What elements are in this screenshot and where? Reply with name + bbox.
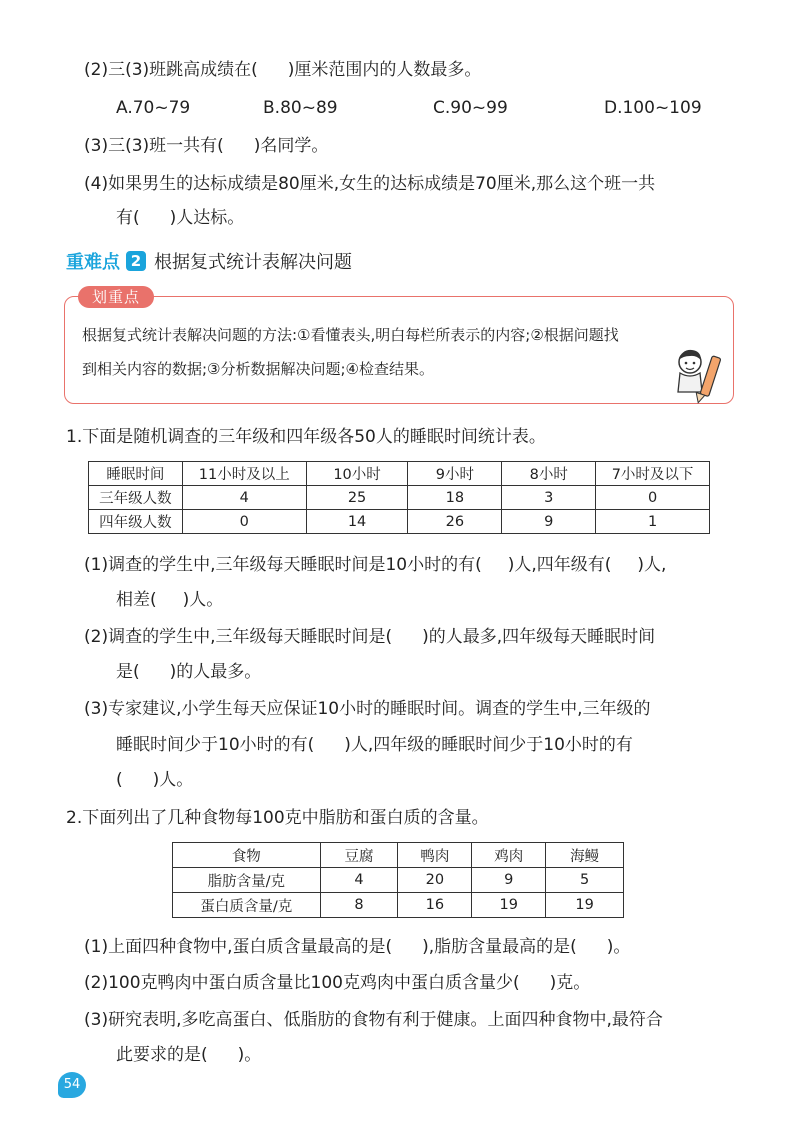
header-cell: 海鳗 xyxy=(546,843,624,868)
header-cell: 食物 xyxy=(173,843,321,868)
table-cell: 8 xyxy=(320,893,398,918)
problem2-q1: (1)上面四种食物中,蛋白质含量最高的是( ),脂肪含量最高的是( )。 xyxy=(84,937,631,957)
row-label: 三年级人数 xyxy=(89,486,183,510)
prev-q4-line2: 有( )人达标。 xyxy=(116,208,245,228)
table-cell: 25 xyxy=(306,486,408,510)
table-cell: 0 xyxy=(182,510,306,534)
header-cell: 9小时 xyxy=(408,462,502,486)
table-cell: 1 xyxy=(596,510,710,534)
problem2-q3-line2: 此要求的是( )。 xyxy=(116,1045,262,1065)
table-cell: 4 xyxy=(320,868,398,893)
prev-q3: (3)三(3)班一共有( )名同学。 xyxy=(84,136,329,156)
table-cell: 14 xyxy=(306,510,408,534)
problem2-q3-line1: (3)研究表明,多吃高蛋白、低脂肪的食物有利于健康。上面四种食物中,最符合 xyxy=(84,1010,663,1030)
table-cell: 26 xyxy=(408,510,502,534)
problem1-q2-line2: 是( )的人最多。 xyxy=(116,662,262,682)
section-number: 2 xyxy=(126,251,146,271)
problem1-q2-line1: (2)调查的学生中,三年级每天睡眠时间是( )的人最多,四年级每天睡眠时间 xyxy=(84,627,656,647)
table-cell: 16 xyxy=(398,893,472,918)
table-row xyxy=(89,486,710,510)
student-pencil-icon xyxy=(668,346,728,408)
header-cell: 8小时 xyxy=(502,462,596,486)
header-cell: 10小时 xyxy=(306,462,408,486)
keypoint-box xyxy=(64,296,734,404)
table-cell: 18 xyxy=(408,486,502,510)
table-cell: 19 xyxy=(472,893,546,918)
header-cell: 睡眠时间 xyxy=(89,462,183,486)
section-heading xyxy=(66,248,352,274)
problem1-q3-line1: (3)专家建议,小学生每天应保证10小时的睡眠时间。调查的学生中,三年级的 xyxy=(84,699,651,719)
problem1-q3-line3: ( )人。 xyxy=(116,770,194,790)
problem1-q1-line1: (1)调查的学生中,三年级每天睡眠时间是10小时的有( )人,四年级有( )人, xyxy=(84,555,667,575)
header-cell: 7小时及以下 xyxy=(596,462,710,486)
table-row xyxy=(173,893,624,918)
table-cell: 9 xyxy=(502,510,596,534)
food-nutrition-table xyxy=(172,842,624,918)
page-number: 54 xyxy=(58,1072,86,1098)
header-cell: 11小时及以上 xyxy=(182,462,306,486)
section-tag: 重难点 xyxy=(66,252,120,273)
option-c[interactable]: C.90~99 xyxy=(433,98,508,118)
header-cell: 豆腐 xyxy=(320,843,398,868)
header-cell: 鸭肉 xyxy=(398,843,472,868)
prev-q2: (2)三(3)班跳高成绩在( )厘米范围内的人数最多。 xyxy=(84,60,482,80)
option-a[interactable]: A.70~79 xyxy=(116,98,191,118)
table-cell: 5 xyxy=(546,868,624,893)
problem2-stem: 2.下面列出了几种食物每100克中脂肪和蛋白质的含量。 xyxy=(66,808,489,828)
prev-q4-line1: (4)如果男生的达标成绩是80厘米,女生的达标成绩是70厘米,那么这个班一共 xyxy=(84,174,656,194)
table-row xyxy=(89,510,710,534)
table-cell: 19 xyxy=(546,893,624,918)
row-label: 脂肪含量/克 xyxy=(173,868,321,893)
section-title: 根据复式统计表解决问题 xyxy=(154,252,352,273)
keypoint-label: 划重点 xyxy=(78,286,154,308)
table-cell: 4 xyxy=(182,486,306,510)
row-label: 四年级人数 xyxy=(89,510,183,534)
option-d[interactable]: D.100~109 xyxy=(604,98,702,118)
table-cell: 0 xyxy=(596,486,710,510)
option-b[interactable]: B.80~89 xyxy=(263,98,338,118)
table-row xyxy=(173,868,624,893)
problem2-q2: (2)100克鸭肉中蛋白质含量比100克鸡肉中蛋白质含量少( )克。 xyxy=(84,973,591,993)
table-cell: 20 xyxy=(398,868,472,893)
problem1-stem: 1.下面是随机调查的三年级和四年级各50人的睡眠时间统计表。 xyxy=(66,427,546,447)
problem1-q3-line2: 睡眠时间少于10小时的有( )人,四年级的睡眠时间少于10小时的有 xyxy=(116,735,633,755)
keypoint-line-1: 根据复式统计表解决问题的方法:①看懂表头,明白每栏所表示的内容;②根据问题找 xyxy=(82,326,619,344)
header-cell: 鸡肉 xyxy=(472,843,546,868)
keypoint-line-2: 到相关内容的数据;③分析数据解决问题;④检查结果。 xyxy=(82,360,435,378)
problem1-q1-line2: 相差( )人。 xyxy=(116,590,224,610)
row-label: 蛋白质含量/克 xyxy=(173,893,321,918)
table-cell: 9 xyxy=(472,868,546,893)
sleep-time-table xyxy=(88,461,710,534)
table-cell: 3 xyxy=(502,486,596,510)
